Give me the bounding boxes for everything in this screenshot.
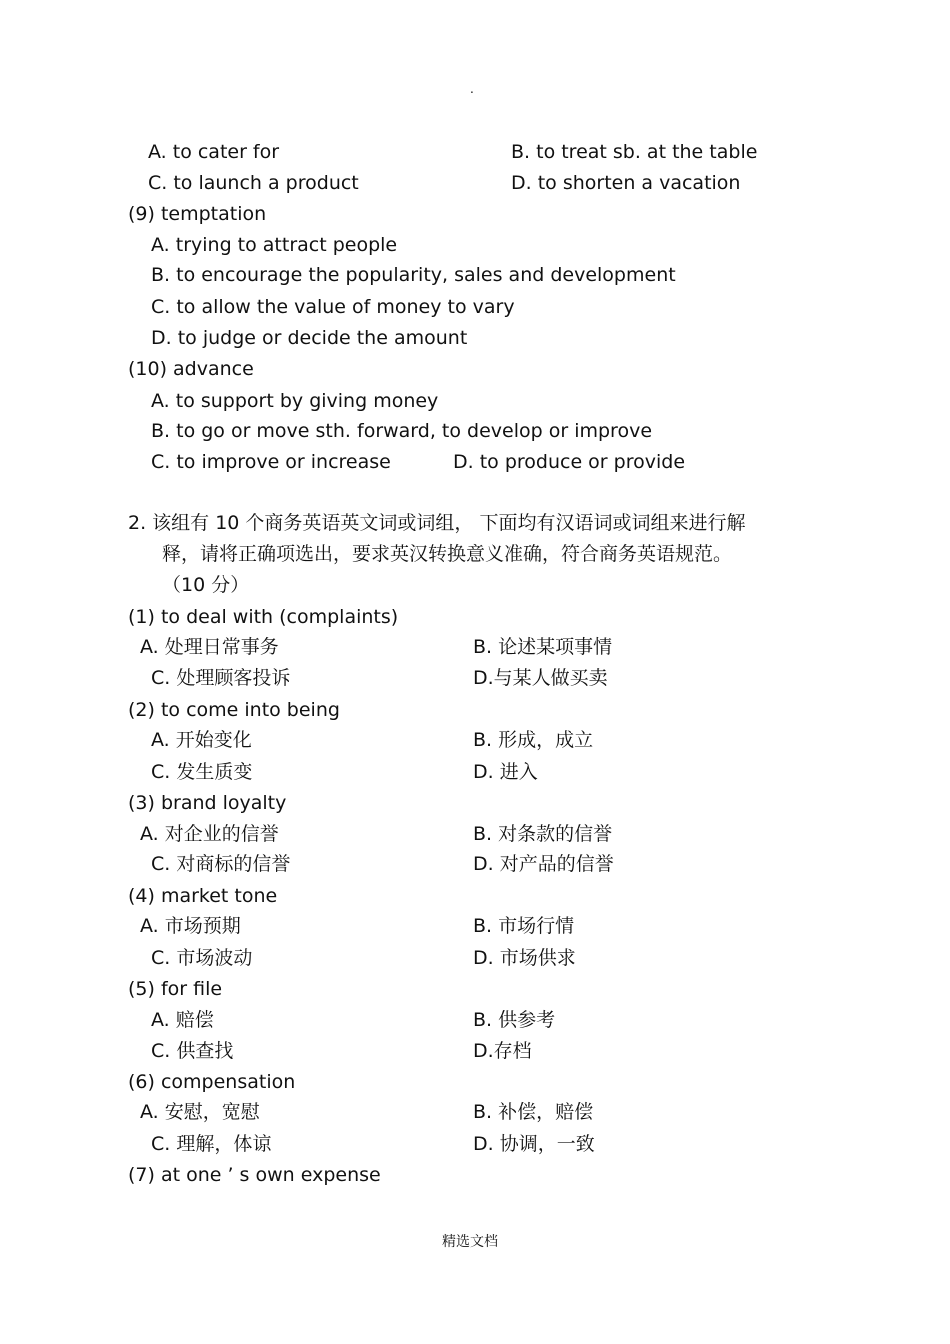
s2-q5-option-c: C. 供查找 <box>151 1040 234 1062</box>
header-mark: . <box>470 82 474 96</box>
q8-option-b: B. to treat sb. at the table <box>511 141 758 163</box>
section-2-instruction-line1: 2. 该组有 10 个商务英语英文词或词组， 下面均有汉语词或词组来进行解 <box>128 512 746 534</box>
s2-q5-option-b: B. 供参考 <box>473 1009 556 1031</box>
s2-q4-stem: (4) market tone <box>128 885 278 907</box>
s2-q2-option-d: D. 进入 <box>473 761 538 783</box>
q9-stem: (9) temptation <box>128 203 267 225</box>
q9-option-b: B. to encourage the popularity, sales and development <box>151 264 676 286</box>
q10-option-a: A. to support by giving money <box>151 390 439 412</box>
q9-option-d: D. to judge or decide the amount <box>151 327 468 349</box>
s2-q2-stem: (2) to come into being <box>128 699 340 721</box>
page-footer: 精选文档 <box>442 1234 498 1250</box>
s2-q1-option-a: A. 处理日常事务 <box>140 636 279 658</box>
s2-q3-option-c: C. 对商标的信誉 <box>151 853 291 875</box>
s2-q6-option-a: A. 安慰，宽慰 <box>140 1101 260 1123</box>
s2-q5-option-d: D.存档 <box>473 1040 532 1062</box>
q8-option-a: A. to cater for <box>148 141 280 163</box>
s2-q3-option-a: A. 对企业的信誉 <box>140 823 279 845</box>
s2-q6-stem: (6) compensation <box>128 1071 296 1093</box>
q9-option-a: A. trying to attract people <box>151 234 398 256</box>
q10-option-c: C. to improve or increase <box>151 451 391 473</box>
s2-q1-option-c: C. 处理顾客投诉 <box>151 667 291 689</box>
s2-q3-stem: (3) brand loyalty <box>128 792 287 814</box>
q10-option-b: B. to go or move sth. forward, to develop or improve <box>151 420 653 442</box>
q10-option-d: D. to produce or provide <box>453 451 686 473</box>
q8-option-c: C. to launch a product <box>148 172 359 194</box>
s2-q4-option-c: C. 市场波动 <box>151 947 253 969</box>
s2-q4-option-a: A. 市场预期 <box>140 915 241 937</box>
s2-q2-option-b: B. 形成，成立 <box>473 729 594 751</box>
s2-q6-option-c: C. 理解，体谅 <box>151 1133 272 1155</box>
s2-q6-option-d: D. 协调，一致 <box>473 1133 595 1155</box>
s2-q3-option-d: D. 对产品的信誉 <box>473 853 614 875</box>
s2-q4-option-b: B. 市场行情 <box>473 915 575 937</box>
q9-option-c: C. to allow the value of money to vary <box>151 296 515 318</box>
s2-q6-option-b: B. 补偿，赔偿 <box>473 1101 594 1123</box>
q8-option-d: D. to shorten a vacation <box>511 172 741 194</box>
s2-q5-stem: (5) for file <box>128 978 223 1000</box>
s2-q1-option-d: D.与某人做买卖 <box>473 667 608 689</box>
s2-q2-option-c: C. 发生质变 <box>151 761 253 783</box>
s2-q3-option-b: B. 对条款的信誉 <box>473 823 613 845</box>
s2-q7-stem: (7) at one ’ s own expense <box>128 1164 381 1186</box>
q10-stem: (10) advance <box>128 358 254 380</box>
section-2-points: （10 分） <box>162 574 250 596</box>
s2-q5-option-a: A. 赔偿 <box>151 1009 214 1031</box>
section-2-instruction-line2: 释，请将正确项选出，要求英汉转换意义准确，符合商务英语规范。 <box>162 543 733 565</box>
s2-q1-stem: (1) to deal with (complaints) <box>128 606 399 628</box>
s2-q2-option-a: A. 开始变化 <box>151 729 252 751</box>
s2-q1-option-b: B. 论述某项事情 <box>473 636 613 658</box>
s2-q4-option-d: D. 市场供求 <box>473 947 576 969</box>
